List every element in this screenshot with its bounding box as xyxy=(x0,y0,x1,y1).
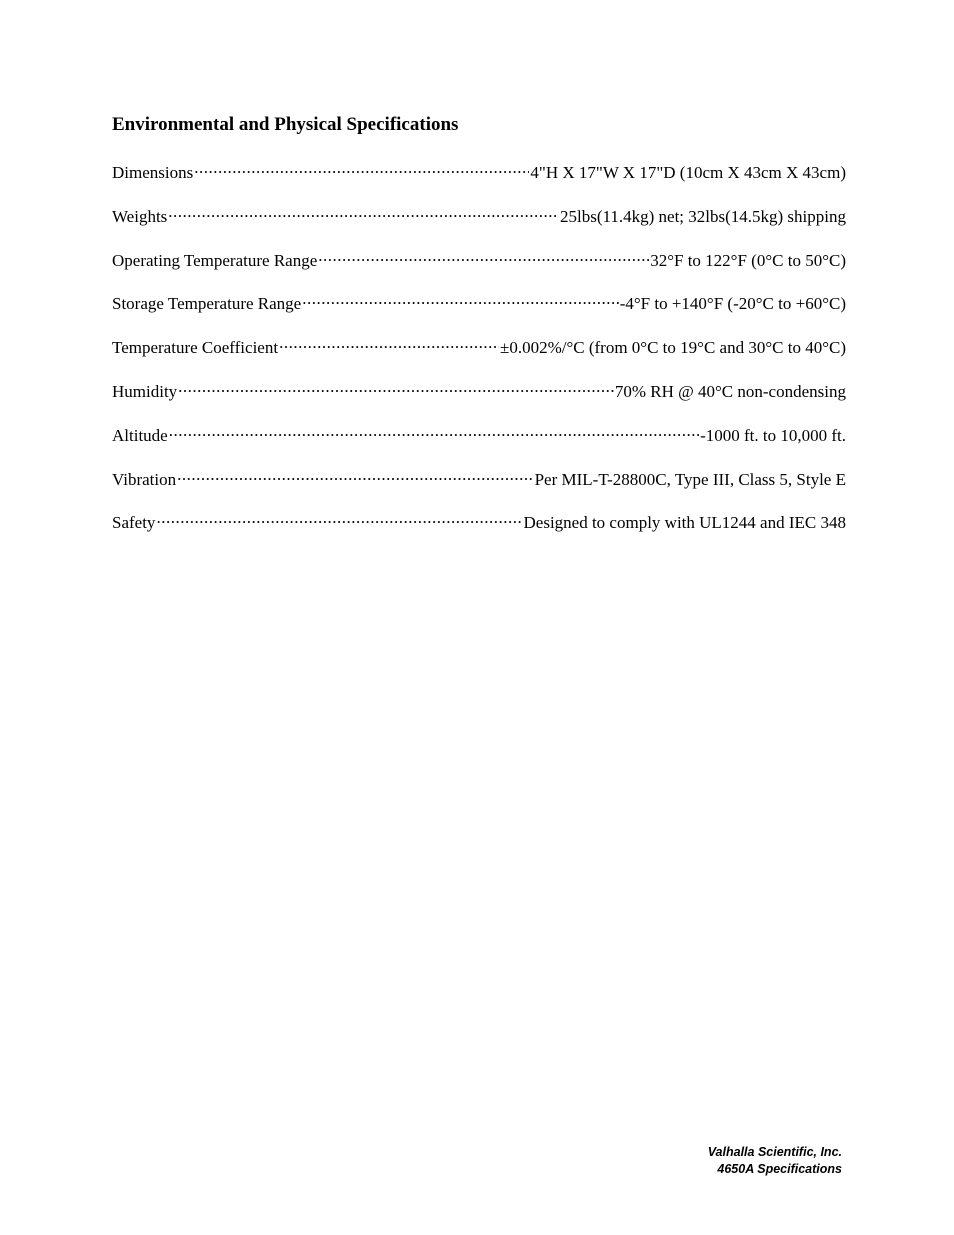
footer-document-name: 4650A Specifications xyxy=(717,1162,842,1176)
dot-leader xyxy=(168,201,559,222)
spec-label: Humidity xyxy=(112,381,178,401)
spec-label: Dimensions xyxy=(112,163,194,182)
page-title: Environmental and Physical Specifications xyxy=(112,114,459,135)
spec-row-dimensions xyxy=(112,157,846,182)
spec-row-vibration xyxy=(112,464,846,489)
spec-row-temperature-coefficient xyxy=(112,332,846,358)
spec-row-humidity xyxy=(112,376,846,401)
dot-leader xyxy=(156,507,522,528)
footer-company: Valhalla Scientific, Inc. xyxy=(707,1145,842,1159)
spec-value: 32°F to 122°F (0°C to 50°C) xyxy=(650,250,846,270)
dot-leader xyxy=(194,157,529,178)
spec-label: Vibration xyxy=(112,469,177,489)
spec-label: Operating Temperature Range xyxy=(112,250,318,270)
spec-label: Weights xyxy=(112,206,168,226)
spec-label: Storage Temperature Range xyxy=(112,294,302,314)
spec-row-safety xyxy=(112,507,846,533)
dot-leader xyxy=(318,245,649,266)
dot-leader xyxy=(279,332,499,353)
spec-row-operating-temperature xyxy=(112,245,846,270)
spec-value: 25lbs(11.4kg) net; 32lbs(14.5kg) shipping xyxy=(560,206,846,226)
dot-leader xyxy=(177,464,533,485)
spec-list xyxy=(112,157,846,551)
dot-leader xyxy=(178,376,614,397)
spec-value: -1000 ft. to 10,000 ft. xyxy=(700,425,846,445)
spec-value: 4"H X 17"W X 17"D (10cm X 43cm X 43cm) xyxy=(530,163,846,182)
spec-row-weights xyxy=(112,201,846,226)
dot-leader xyxy=(302,288,619,309)
spec-label: Safety xyxy=(112,513,156,533)
spec-row-altitude xyxy=(112,420,846,445)
spec-value: Designed to comply with UL1244 and IEC 348 xyxy=(523,513,846,533)
spec-value: -4°F to +140°F (-20°C to +60°C) xyxy=(619,294,846,314)
spec-value: ±0.002%/°C (from 0°C to 19°C and 30°C to 40°C) xyxy=(499,338,846,358)
spec-value: 70% RH @ 40°C non-condensing xyxy=(614,381,846,401)
page-footer xyxy=(708,1144,842,1178)
spec-value: Per MIL-T-28800C, Type III, Class 5, Style E xyxy=(534,469,846,489)
spec-row-storage-temperature xyxy=(112,288,846,314)
spec-label: Altitude xyxy=(112,425,168,445)
spec-label: Temperature Coefficient xyxy=(112,338,279,358)
dot-leader xyxy=(169,420,699,441)
